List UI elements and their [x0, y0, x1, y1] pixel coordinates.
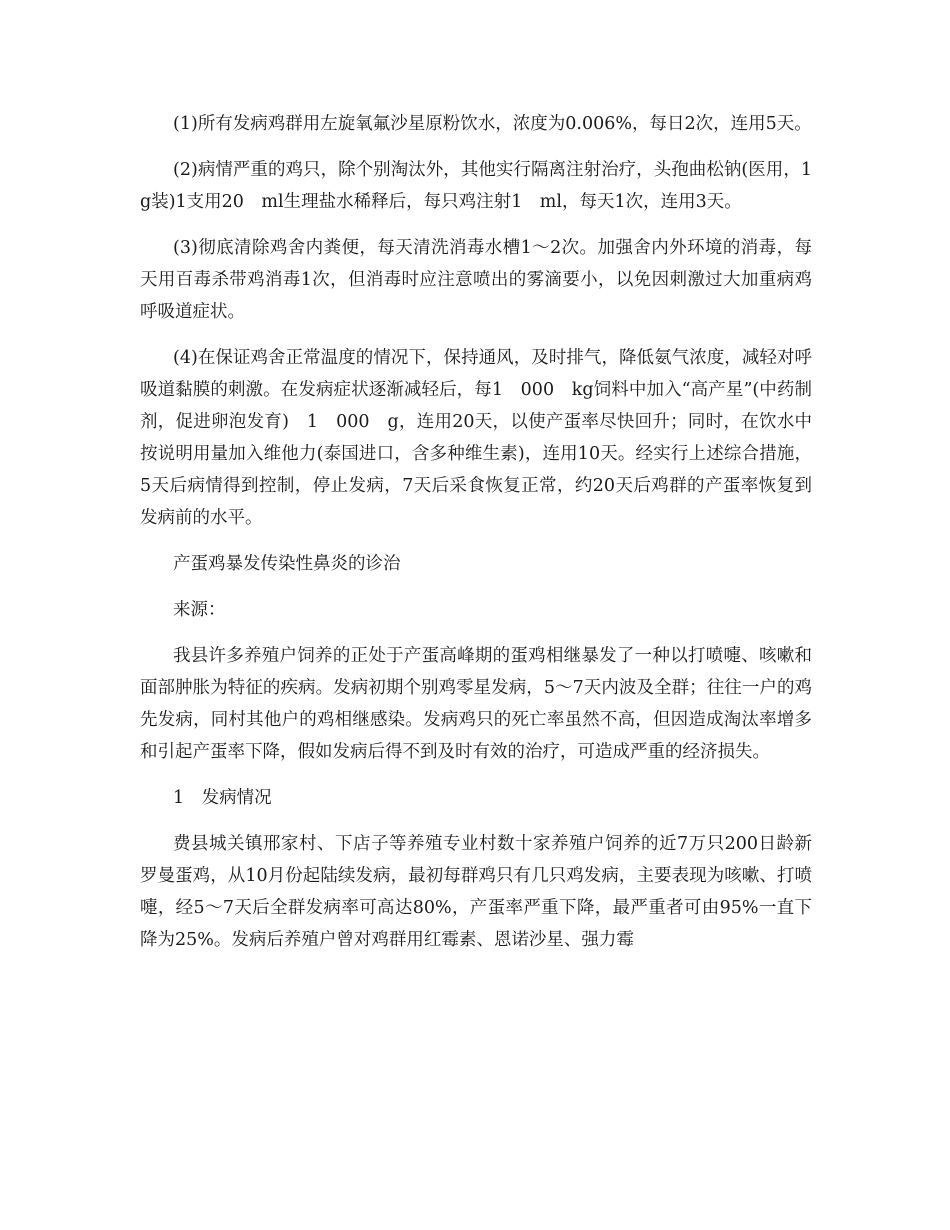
section-heading: 1 发病情况 [173, 788, 272, 808]
paragraph-treatment-4: (4)在保证鸡舍正常温度的情况下，保持通风，及时排气，降低氨气浓度，减轻对呼吸道黏膜的刺激。在发病症状逐渐减轻后，每1 000 kg饲料中加入“高产星”(中药制剂，促进卵泡发育) 1 000 g，连用20天，以使产蛋率尽快回升；同时，在饮水中按说明用量加入维他力(泰国进口，含多种维生素)，连用10天。经实行上述综合措施，5天后病情得到控制，停止发病，7天后采食恢复正常，约20天后鸡群的产蛋率恢复到发病前的水平。 [140, 348, 812, 528]
source-label: 来源： [173, 600, 226, 620]
article-title: 产蛋鸡暴发传染性鼻炎的诊治 [173, 554, 401, 574]
document-body [140, 108, 830, 970]
paragraph-treatment-2: (2)病情严重的鸡只，除个别淘汰外，其他实行隔离注射治疗，头孢曲松钠(医用，1 g装)1支用20 ml生理盐水稀释后，每只鸡注射1 ml，每天1次，连用3天。 [140, 160, 830, 212]
paragraph-treatment-1: (1)所有发病鸡群用左旋氧氟沙星原粉饮水，浓度为0.006%，每日2次，连用5天。 [173, 114, 812, 134]
paragraph-treatment-3: (3)彻底清除鸡舍内粪便，每天清洗消毒水槽1～2次。加强舍内外环境的消毒，每天用百毒杀带鸡消毒1次，但消毒时应注意喷出的雾滴要小，以免因刺激过大加重病鸡呼吸道症状。 [140, 238, 812, 322]
paragraph-outbreak: 费县城关镇邢家村、下店子等养殖专业村数十家养殖户饲养的近7万只200日龄新罗曼蛋鸡，从10月份起陆续发病，最初每群鸡只有几只鸡发病，主要表现为咳嗽、打喷嚏，经5～7天后全群发病率可高达80%，产蛋率严重下降，最严重者可由95%一直下降为25%。发病后养殖户曾对鸡群用红霉素、恩诺沙星、强力霉 [140, 834, 812, 950]
paragraph-intro: 我县许多养殖户饲养的正处于产蛋高峰期的蛋鸡相继暴发了一种以打喷嚏、咳嗽和面部肿胀为特征的疾病。发病初期个别鸡零星发病，5～7天内波及全群；往往一户的鸡先发病，同村其他户的鸡相继感染。发病鸡只的死亡率虽然不高，但因造成淘汰率增多和引起产蛋率下降，假如发病后得不到及时有效的治疗，可造成严重的经济损失。 [140, 646, 812, 762]
